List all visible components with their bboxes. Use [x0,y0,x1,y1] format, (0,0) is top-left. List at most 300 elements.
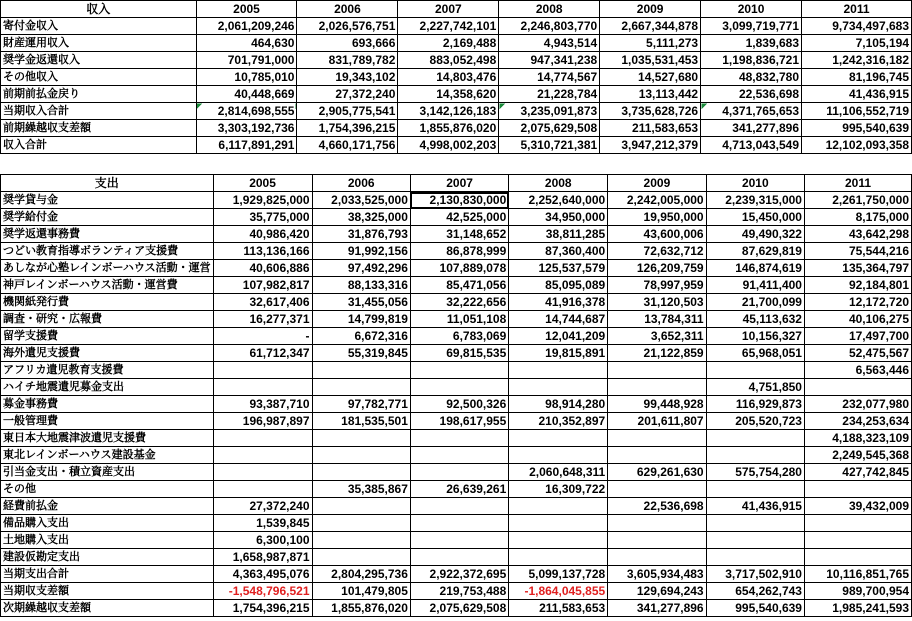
value-cell[interactable]: 693,666 [297,35,398,52]
value-cell[interactable]: 3,142,126,183 [398,103,499,120]
value-cell[interactable]: 4,943,514 [499,35,600,52]
value-cell[interactable] [509,430,608,447]
row-label-cell[interactable]: 奨学返還事務費 [1,226,214,243]
value-cell[interactable]: 4,751,850 [706,379,804,396]
row-label-cell[interactable]: 募金事務費 [1,396,214,413]
value-cell[interactable]: 31,455,056 [312,294,410,311]
value-cell[interactable]: 2,804,295,736 [312,566,410,583]
value-cell[interactable]: 81,196,745 [802,69,912,86]
row-label-cell[interactable]: 一般管理費 [1,413,214,430]
year-header-cell[interactable]: 2008 [509,175,608,192]
value-cell[interactable]: 10,156,327 [706,328,804,345]
value-cell[interactable] [608,379,706,396]
value-cell[interactable]: 7,105,194 [802,35,912,52]
row-label-cell[interactable]: 寄付金収入 [1,18,197,35]
value-cell[interactable] [706,549,804,566]
value-cell[interactable]: 2,814,698,555 [196,103,297,120]
value-cell[interactable]: 995,540,639 [802,120,912,137]
value-cell[interactable] [410,464,508,481]
value-cell[interactable]: 2,261,750,000 [804,192,911,209]
value-cell[interactable]: 31,120,503 [608,294,706,311]
value-cell[interactable]: 40,448,669 [196,86,297,103]
value-cell[interactable]: 989,700,954 [804,583,911,600]
value-cell[interactable]: 3,235,091,873 [499,103,600,120]
value-cell[interactable] [509,515,608,532]
row-label-cell[interactable]: 神戸レインボーハウス活動・運営費 [1,277,214,294]
value-cell[interactable]: 135,364,797 [804,260,911,277]
value-cell[interactable]: 48,832,780 [701,69,802,86]
value-cell[interactable]: 2,130,830,000 [410,192,508,209]
value-cell[interactable]: 3,303,192,736 [196,120,297,137]
table-row [1,532,912,549]
value-cell[interactable]: 196,987,897 [213,413,312,430]
value-cell[interactable]: 40,106,275 [804,311,911,328]
value-cell[interactable] [410,515,508,532]
year-header-cell[interactable]: 2005 [196,1,297,18]
value-cell[interactable] [312,549,410,566]
value-cell[interactable] [706,447,804,464]
value-cell[interactable] [608,362,706,379]
value-cell[interactable]: 17,497,700 [804,328,911,345]
value-cell[interactable]: 701,791,000 [196,52,297,69]
value-cell[interactable] [410,549,508,566]
income-header-row [1,1,912,18]
value-cell[interactable]: 78,997,959 [608,277,706,294]
value-cell[interactable]: 19,950,000 [608,209,706,226]
value-cell[interactable] [804,515,911,532]
value-cell[interactable]: 9,734,497,683 [802,18,912,35]
row-label-cell[interactable]: 当期支出合計 [1,566,214,583]
row-label-cell[interactable]: つどい教育指導ボランティア支援費 [1,243,214,260]
value-cell[interactable] [410,362,508,379]
value-cell[interactable] [509,379,608,396]
value-cell[interactable] [312,379,410,396]
value-cell[interactable]: 10,116,851,765 [804,566,911,583]
value-cell[interactable]: 41,436,915 [706,498,804,515]
value-cell[interactable]: 43,600,006 [608,226,706,243]
value-cell[interactable]: 12,041,209 [509,328,608,345]
value-cell[interactable]: 2,060,648,311 [509,464,608,481]
value-cell[interactable] [213,464,312,481]
value-cell[interactable] [706,532,804,549]
income-table [0,0,912,154]
value-cell[interactable]: 126,209,759 [608,260,706,277]
value-cell[interactable]: 61,712,347 [213,345,312,362]
value-cell[interactable]: 6,672,316 [312,328,410,345]
row-label-cell[interactable]: 前期繰越収支差額 [1,120,197,137]
value-cell[interactable]: 87,360,400 [509,243,608,260]
value-cell[interactable]: 93,387,710 [213,396,312,413]
value-cell[interactable]: 11,106,552,719 [802,103,912,120]
value-cell[interactable]: 107,889,078 [410,260,508,277]
value-cell[interactable]: 2,252,640,000 [509,192,608,209]
row-label-cell[interactable]: 東北レインボーハウス建設基金 [1,447,214,464]
value-cell[interactable]: 427,742,845 [804,464,911,481]
value-cell[interactable]: 55,319,845 [312,345,410,362]
value-cell[interactable]: 3,605,934,483 [608,566,706,583]
value-cell[interactable]: 107,982,817 [213,277,312,294]
value-cell[interactable]: 1,198,836,721 [701,52,802,69]
value-cell[interactable] [410,447,508,464]
row-label-cell[interactable]: 備品購入支出 [1,515,214,532]
value-cell[interactable]: 101,479,805 [312,583,410,600]
year-header-cell[interactable]: 2005 [213,175,312,192]
value-cell[interactable] [213,481,312,498]
value-cell[interactable]: 40,606,886 [213,260,312,277]
value-cell[interactable]: 1,985,241,593 [804,600,911,617]
value-cell[interactable]: 5,099,137,728 [509,566,608,583]
value-cell[interactable]: 629,261,630 [608,464,706,481]
value-cell[interactable]: 38,325,000 [312,209,410,226]
value-cell[interactable]: 3,717,502,910 [706,566,804,583]
value-cell[interactable]: 2,239,315,000 [706,192,804,209]
value-cell[interactable]: 11,051,108 [410,311,508,328]
row-label-cell[interactable]: 東日本大地震津波遺児支援費 [1,430,214,447]
value-cell[interactable] [410,379,508,396]
expense-header-label[interactable]: 支出 [1,175,214,192]
row-label-cell[interactable]: 土地購入支出 [1,532,214,549]
value-cell[interactable]: 146,874,619 [706,260,804,277]
table-row [1,35,912,52]
value-cell[interactable]: 65,968,051 [706,345,804,362]
value-cell[interactable]: 2,246,803,770 [499,18,600,35]
value-cell[interactable]: 49,490,322 [706,226,804,243]
value-cell[interactable] [706,481,804,498]
value-cell[interactable]: 16,309,722 [509,481,608,498]
value-cell[interactable]: 22,536,698 [608,498,706,515]
value-cell[interactable]: 341,277,896 [608,600,706,617]
year-header-cell[interactable]: 2009 [600,1,701,18]
value-cell[interactable] [706,362,804,379]
value-cell[interactable] [312,498,410,515]
value-cell[interactable]: 2,667,344,878 [600,18,701,35]
value-cell[interactable]: 1,929,825,000 [213,192,312,209]
row-label-cell[interactable]: 調査・研究・広報費 [1,311,214,328]
value-cell[interactable]: 2,249,545,368 [804,447,911,464]
value-cell[interactable]: 2,227,742,101 [398,18,499,35]
value-cell[interactable]: 19,815,891 [509,345,608,362]
year-header-cell[interactable]: 2008 [499,1,600,18]
value-cell[interactable]: 995,540,639 [706,600,804,617]
value-cell[interactable]: 21,122,859 [608,345,706,362]
value-cell[interactable]: 219,753,488 [410,583,508,600]
value-cell[interactable]: 14,358,620 [398,86,499,103]
value-cell[interactable]: 6,563,446 [804,362,911,379]
value-cell[interactable] [410,532,508,549]
value-cell[interactable]: 87,629,819 [706,243,804,260]
value-cell[interactable] [804,481,911,498]
value-cell[interactable]: 98,914,280 [509,396,608,413]
value-cell[interactable] [804,532,911,549]
row-label-cell[interactable]: あしなが心塾レインボーハウス活動・運営 [1,260,214,277]
value-cell[interactable]: 15,450,000 [706,209,804,226]
table-row [1,137,912,154]
value-cell[interactable]: 40,986,420 [213,226,312,243]
row-label-cell[interactable]: その他 [1,481,214,498]
row-label-cell[interactable]: 前期前払金戻り [1,86,197,103]
value-cell[interactable]: 69,815,535 [410,345,508,362]
row-label-cell[interactable]: 奨学貸与金 [1,192,214,209]
row-label-cell[interactable]: ハイチ地震遺児募金支出 [1,379,214,396]
value-cell[interactable] [509,549,608,566]
value-cell[interactable]: 4,371,765,653 [701,103,802,120]
value-cell[interactable]: 72,632,712 [608,243,706,260]
row-label-cell[interactable]: 当期収入合計 [1,103,197,120]
value-cell[interactable]: 1,855,876,020 [398,120,499,137]
row-label-cell[interactable]: 次期繰越収支差額 [1,600,214,617]
expense-body [1,175,912,617]
value-cell[interactable] [213,430,312,447]
value-cell[interactable]: 97,492,296 [312,260,410,277]
table-row [1,430,912,447]
year-header-cell[interactable]: 2010 [701,1,802,18]
row-label-cell[interactable]: 経費前払金 [1,498,214,515]
value-cell[interactable] [509,498,608,515]
value-cell[interactable]: 42,525,000 [410,209,508,226]
value-cell[interactable] [312,447,410,464]
row-label-cell[interactable]: 海外遺児支援費 [1,345,214,362]
value-cell[interactable]: 10,785,010 [196,69,297,86]
value-cell[interactable]: 2,061,209,246 [196,18,297,35]
value-cell[interactable] [213,379,312,396]
value-cell[interactable]: 232,077,980 [804,396,911,413]
value-cell[interactable]: 1,242,316,182 [802,52,912,69]
value-cell[interactable] [312,532,410,549]
value-cell[interactable]: 201,611,807 [608,413,706,430]
table-row [1,294,912,311]
value-cell[interactable]: 198,617,955 [410,413,508,430]
value-cell[interactable] [706,515,804,532]
value-cell[interactable]: 6,783,069 [410,328,508,345]
value-cell[interactable]: 31,148,652 [410,226,508,243]
value-cell[interactable]: 14,527,680 [600,69,701,86]
value-cell[interactable]: 4,998,002,203 [398,137,499,154]
value-cell[interactable]: 2,026,576,751 [297,18,398,35]
value-cell[interactable]: 12,172,720 [804,294,911,311]
value-cell[interactable]: 14,803,476 [398,69,499,86]
value-cell[interactable]: 234,253,634 [804,413,911,430]
year-header-cell[interactable]: 2006 [297,1,398,18]
value-cell[interactable]: 34,950,000 [509,209,608,226]
table-row [1,464,912,481]
value-cell[interactable]: 39,432,009 [804,498,911,515]
value-cell[interactable]: 75,544,216 [804,243,911,260]
year-header-cell[interactable]: 2011 [802,1,912,18]
value-cell[interactable]: 1,035,531,453 [600,52,701,69]
table-row [1,69,912,86]
value-cell[interactable]: 3,099,719,771 [701,18,802,35]
income-header-label[interactable]: 収入 [1,1,197,18]
value-cell[interactable]: 5,310,721,381 [499,137,600,154]
value-cell[interactable] [410,430,508,447]
value-cell[interactable] [608,430,706,447]
value-cell[interactable]: 2,075,629,508 [499,120,600,137]
value-cell[interactable]: 4,660,171,756 [297,137,398,154]
value-cell[interactable]: 91,992,156 [312,243,410,260]
year-header-cell[interactable]: 2009 [608,175,706,192]
value-cell[interactable]: 4,188,323,109 [804,430,911,447]
value-cell[interactable]: 45,113,632 [706,311,804,328]
value-cell[interactable]: 1,539,845 [213,515,312,532]
value-cell[interactable]: 92,500,326 [410,396,508,413]
value-cell[interactable]: 26,639,261 [410,481,508,498]
table-row [1,362,912,379]
value-cell[interactable]: 6,117,891,291 [196,137,297,154]
value-cell[interactable]: 210,352,897 [509,413,608,430]
value-cell[interactable]: 211,583,653 [600,120,701,137]
value-cell[interactable] [312,515,410,532]
value-cell[interactable]: 125,537,579 [509,260,608,277]
value-cell[interactable]: 3,735,628,726 [600,103,701,120]
table-row [1,86,912,103]
value-cell[interactable]: 27,372,240 [297,86,398,103]
value-cell[interactable] [608,532,706,549]
value-cell[interactable]: 12,102,093,358 [802,137,912,154]
value-cell[interactable]: 1,754,396,215 [213,600,312,617]
value-cell[interactable] [706,430,804,447]
value-cell[interactable]: 464,630 [196,35,297,52]
expense-table [0,174,912,617]
year-header-cell[interactable]: 2011 [804,175,911,192]
value-cell[interactable]: 2,922,372,695 [410,566,508,583]
row-label-cell[interactable]: 奨学金返還収入 [1,52,197,69]
table-row [1,192,912,209]
value-cell[interactable]: 35,385,867 [312,481,410,498]
row-label-cell[interactable]: その他収入 [1,69,197,86]
row-label-cell[interactable]: 奨学給付金 [1,209,214,226]
value-cell[interactable]: 41,916,378 [509,294,608,311]
value-cell[interactable]: 31,876,793 [312,226,410,243]
value-cell[interactable]: 14,744,687 [509,311,608,328]
value-cell[interactable]: 1,839,683 [701,35,802,52]
value-cell[interactable]: 38,811,285 [509,226,608,243]
value-cell[interactable]: 91,411,400 [706,277,804,294]
value-cell[interactable]: 35,775,000 [213,209,312,226]
value-cell[interactable]: 1,754,396,215 [297,120,398,137]
value-cell[interactable]: 947,341,238 [499,52,600,69]
value-cell[interactable]: 4,363,495,076 [213,566,312,583]
value-cell[interactable]: 113,136,166 [213,243,312,260]
value-cell[interactable] [509,362,608,379]
value-cell[interactable]: 14,799,819 [312,311,410,328]
value-cell[interactable]: 6,300,100 [213,532,312,549]
row-label-cell[interactable]: 機関紙発行費 [1,294,214,311]
value-cell[interactable]: 3,652,311 [608,328,706,345]
table-row [1,260,912,277]
value-cell[interactable] [608,515,706,532]
value-cell[interactable] [608,447,706,464]
row-label-cell[interactable]: 引当金支出・積立資産支出 [1,464,214,481]
value-cell[interactable]: 129,694,243 [608,583,706,600]
value-cell[interactable]: 99,448,928 [608,396,706,413]
value-cell[interactable]: 19,343,102 [297,69,398,86]
value-cell[interactable]: 16,277,371 [213,311,312,328]
value-cell[interactable]: -1,548,796,521 [213,583,312,600]
value-cell[interactable]: 32,222,656 [410,294,508,311]
value-cell[interactable]: 22,536,698 [701,86,802,103]
table-row [1,396,912,413]
value-cell[interactable] [312,464,410,481]
value-cell[interactable] [608,549,706,566]
value-cell[interactable]: 13,113,442 [600,86,701,103]
value-cell[interactable] [509,532,608,549]
value-cell[interactable]: 181,535,501 [312,413,410,430]
value-cell[interactable]: 52,475,567 [804,345,911,362]
value-cell[interactable]: 92,184,801 [804,277,911,294]
value-cell[interactable]: 2,033,525,000 [312,192,410,209]
row-label-cell[interactable]: 収入合計 [1,137,197,154]
table-row [1,328,912,345]
value-cell[interactable] [804,549,911,566]
value-cell[interactable] [509,447,608,464]
value-cell[interactable]: 27,372,240 [213,498,312,515]
row-label-cell[interactable]: 財産運用収入 [1,35,197,52]
value-cell[interactable]: 32,617,406 [213,294,312,311]
row-label-cell[interactable]: 建設仮勘定支出 [1,549,214,566]
value-cell[interactable]: 85,471,056 [410,277,508,294]
value-cell[interactable]: 21,228,784 [499,86,600,103]
value-cell[interactable] [804,379,911,396]
value-cell[interactable]: 883,052,498 [398,52,499,69]
table-row [1,413,912,430]
value-cell[interactable] [608,481,706,498]
value-cell[interactable]: 21,700,099 [706,294,804,311]
value-cell[interactable]: 2,242,005,000 [608,192,706,209]
value-cell[interactable]: 116,929,873 [706,396,804,413]
year-header-cell[interactable]: 2007 [410,175,508,192]
value-cell[interactable]: - [213,328,312,345]
value-cell[interactable]: 2,169,488 [398,35,499,52]
value-cell[interactable]: 1,658,987,871 [213,549,312,566]
year-header-cell[interactable]: 2006 [312,175,410,192]
value-cell[interactable]: 1,855,876,020 [312,600,410,617]
year-header-cell[interactable]: 2010 [706,175,804,192]
year-header-cell[interactable]: 2007 [398,1,499,18]
value-cell[interactable]: 654,262,743 [706,583,804,600]
value-cell[interactable]: 43,642,298 [804,226,911,243]
table-row [1,120,912,137]
value-cell[interactable]: 4,713,043,549 [701,137,802,154]
value-cell[interactable]: 341,277,896 [701,120,802,137]
value-cell[interactable] [410,498,508,515]
value-cell[interactable]: 8,175,000 [804,209,911,226]
value-cell[interactable] [312,362,410,379]
value-cell[interactable]: 13,784,311 [608,311,706,328]
value-cell[interactable]: 2,905,775,541 [297,103,398,120]
value-cell[interactable]: -1,864,045,855 [509,583,608,600]
value-cell[interactable] [213,447,312,464]
row-label-cell[interactable]: 留学支援費 [1,328,214,345]
value-cell[interactable]: 41,436,915 [802,86,912,103]
value-cell[interactable]: 14,774,567 [499,69,600,86]
row-label-cell[interactable]: アフリカ遺児教育支援費 [1,362,214,379]
value-cell[interactable]: 831,789,782 [297,52,398,69]
row-label-cell[interactable]: 当期収支差額 [1,583,214,600]
value-cell[interactable] [312,430,410,447]
value-cell[interactable]: 97,782,771 [312,396,410,413]
table-row [1,226,912,243]
value-cell[interactable]: 3,947,212,379 [600,137,701,154]
value-cell[interactable]: 85,095,089 [509,277,608,294]
value-cell[interactable]: 205,520,723 [706,413,804,430]
value-cell[interactable]: 5,111,273 [600,35,701,52]
value-cell[interactable]: 575,754,280 [706,464,804,481]
value-cell[interactable]: 86,878,999 [410,243,508,260]
value-cell[interactable]: 88,133,316 [312,277,410,294]
value-cell[interactable]: 211,583,653 [509,600,608,617]
value-cell[interactable]: 2,075,629,508 [410,600,508,617]
value-cell[interactable] [213,362,312,379]
